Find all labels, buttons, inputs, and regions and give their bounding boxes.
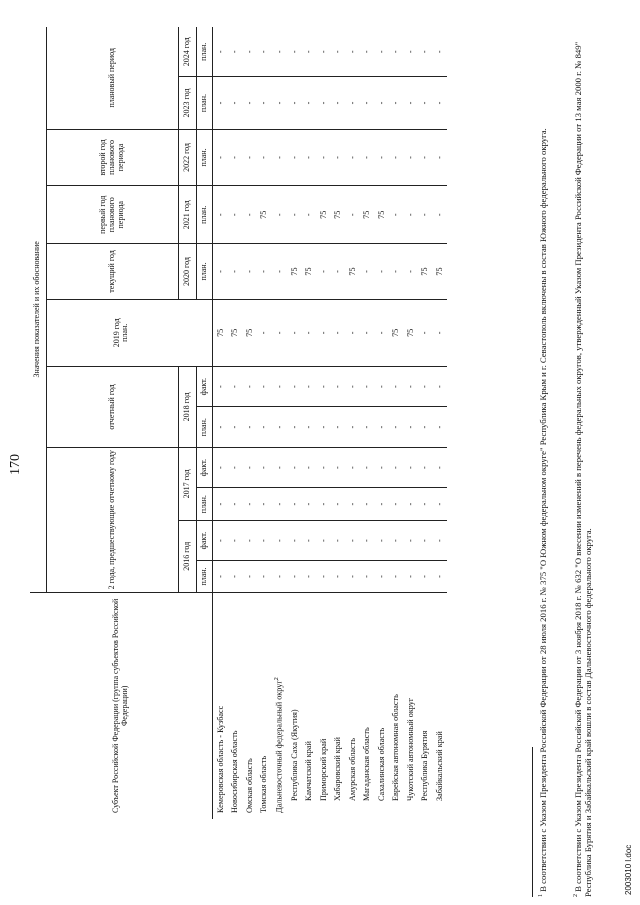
table-row	[403, 27, 418, 819]
row-value: -	[331, 129, 346, 186]
row-value: -	[418, 561, 433, 592]
plan-label: план.	[196, 407, 212, 448]
row-value: -	[228, 488, 243, 520]
row-value: 75	[228, 299, 243, 366]
row-value: -	[374, 299, 389, 366]
row-value: -	[212, 77, 227, 129]
row-value: -	[212, 447, 227, 488]
row-value: -	[242, 561, 257, 592]
table-row	[418, 27, 433, 819]
row-value: -	[360, 244, 375, 300]
row-value: -	[212, 488, 227, 520]
row-value: -	[432, 186, 447, 244]
row-value: -	[316, 488, 331, 520]
row-value: -	[287, 488, 302, 520]
row-value: -	[389, 561, 404, 592]
row-value: -	[345, 77, 360, 129]
row-value: -	[212, 520, 227, 561]
indicators-table	[30, 27, 447, 819]
row-value: -	[345, 366, 360, 407]
row-value: -	[316, 244, 331, 300]
row-value: 75	[257, 186, 272, 244]
row-value: -	[403, 520, 418, 561]
row-value: -	[345, 488, 360, 520]
row-subject: Республика Саха (Якутия)	[289, 709, 299, 801]
footnote-rule	[532, 747, 533, 897]
row-subject: Еврейская автономная область	[391, 694, 401, 801]
year-2019-header: 2019 год план.	[46, 299, 196, 366]
row-value: -	[287, 561, 302, 592]
row-value: -	[374, 366, 389, 407]
row-value: 75	[389, 299, 404, 366]
row-value: -	[389, 407, 404, 448]
row-subject: Магаданская область	[362, 727, 372, 801]
row-value: -	[287, 407, 302, 448]
row-subject: Забайкальский край	[435, 731, 445, 801]
current-year-header: текущий год	[46, 244, 178, 300]
row-value: 75	[316, 186, 331, 244]
row-value: -	[242, 244, 257, 300]
row-value: -	[331, 299, 346, 366]
row-value: -	[345, 447, 360, 488]
row-value: -	[432, 561, 447, 592]
row-value: -	[374, 129, 389, 186]
row-value: -	[360, 447, 375, 488]
row-value: -	[287, 520, 302, 561]
row-value: -	[242, 129, 257, 186]
row-value: -	[242, 447, 257, 488]
row-value: -	[389, 186, 404, 244]
row-value: -	[301, 77, 316, 129]
row-value: -	[316, 561, 331, 592]
row-value: -	[418, 129, 433, 186]
table-row	[432, 27, 447, 819]
row-value: -	[228, 244, 243, 300]
row-value: -	[228, 366, 243, 407]
row-value: -	[345, 407, 360, 448]
row-value: -	[418, 366, 433, 407]
row-value: -	[432, 488, 447, 520]
fact-label: факт.	[196, 366, 212, 407]
row-value: -	[389, 129, 404, 186]
footnote-1: $^1$ В соответствии с Указом Президента Российской Федерации от 28 июля 2016 г. № 375 "О Южном федеральном округе" Республика Крым и г. Севастополь включены в состав Южного федерального округа.	[538, 128, 548, 897]
row-value: -	[389, 27, 404, 77]
row-value: -	[271, 244, 287, 300]
table-row	[271, 27, 287, 819]
row-value: -	[403, 186, 418, 244]
first-plan-header: первый год планового периода	[46, 186, 178, 244]
table-row	[345, 27, 360, 819]
row-value: -	[257, 447, 272, 488]
row-value: -	[418, 407, 433, 448]
row-value: -	[418, 27, 433, 77]
row-value: -	[418, 447, 433, 488]
row-value: 75	[403, 299, 418, 366]
row-value: -	[403, 129, 418, 186]
row-subject: Амурская область	[347, 738, 357, 801]
plan-label: план.	[196, 27, 212, 77]
row-value: -	[242, 186, 257, 244]
row-value: -	[432, 366, 447, 407]
row-value: -	[212, 244, 227, 300]
row-value: -	[374, 244, 389, 300]
row-value: -	[257, 520, 272, 561]
row-value: -	[403, 447, 418, 488]
row-value: -	[212, 407, 227, 448]
row-value: -	[271, 129, 287, 186]
row-value: -	[331, 407, 346, 448]
row-value: -	[287, 129, 302, 186]
report-year-header: отчетный год	[46, 366, 178, 447]
row-value: -	[212, 186, 227, 244]
row-value: -	[301, 561, 316, 592]
year-2020-header: 2020 год	[178, 244, 196, 300]
row-value: -	[389, 244, 404, 300]
table-row	[374, 27, 389, 819]
row-value: -	[271, 520, 287, 561]
row-value: 75	[212, 299, 227, 366]
row-value: -	[257, 299, 272, 366]
row-value: -	[287, 77, 302, 129]
row-value: -	[301, 186, 316, 244]
plan-period-header: плановый период	[46, 27, 178, 129]
page-number: 170	[8, 454, 23, 475]
row-value: -	[374, 447, 389, 488]
row-value: -	[257, 407, 272, 448]
row-value: -	[389, 366, 404, 407]
row-value: -	[228, 129, 243, 186]
row-value: -	[228, 77, 243, 129]
row-value: -	[316, 407, 331, 448]
row-value: -	[228, 561, 243, 592]
second-plan-header: второй год планового периода	[46, 129, 178, 186]
year-2016-header: 2016 год	[178, 520, 196, 592]
row-value: -	[228, 186, 243, 244]
year-2017-header: 2017 год	[178, 447, 196, 520]
row-value: -	[389, 447, 404, 488]
row-value: -	[403, 27, 418, 77]
row-subject: Кемеровская область - Кузбасс	[215, 705, 225, 813]
plan-label: план.	[196, 488, 212, 520]
row-value: -	[301, 366, 316, 407]
row-value: -	[316, 447, 331, 488]
row-subject: Республика Бурятия	[420, 730, 430, 801]
year-2023-header: 2023 год	[178, 77, 196, 129]
table-row	[242, 27, 257, 819]
row-value: -	[374, 520, 389, 561]
row-value: -	[432, 407, 447, 448]
row-value: 75	[242, 299, 257, 366]
row-subject: Чукотский автономный округ	[405, 697, 415, 801]
row-value: -	[360, 27, 375, 77]
row-value: -	[345, 520, 360, 561]
plan-label: план.	[196, 77, 212, 129]
row-value: -	[271, 561, 287, 592]
row-value: -	[403, 407, 418, 448]
row-value: -	[257, 561, 272, 592]
row-value: -	[257, 77, 272, 129]
row-value: -	[316, 27, 331, 77]
plan-label-2019-spacer	[196, 299, 212, 366]
table-body	[212, 27, 447, 819]
table-row	[212, 27, 227, 819]
row-value: -	[418, 186, 433, 244]
row-value: -	[389, 520, 404, 561]
document-reference: 2003010 l.doc	[624, 844, 633, 895]
row-value: -	[212, 27, 227, 77]
row-value: -	[374, 407, 389, 448]
row-value: -	[360, 299, 375, 366]
row-value: -	[287, 299, 302, 366]
row-value: -	[271, 366, 287, 407]
row-subject: Томская область	[259, 755, 269, 813]
row-value: -	[432, 27, 447, 77]
row-value: -	[301, 299, 316, 366]
two-years-header: 2 года, предшествующие отчетному году	[46, 447, 178, 592]
subject-header: Субъект Российской Федерации (группа субъектов Российской Федерации)	[30, 592, 212, 819]
row-subject: Сахалинская область	[376, 727, 386, 801]
table-row	[228, 27, 243, 819]
row-value: -	[360, 366, 375, 407]
year-2018-header: 2018 год	[178, 366, 196, 447]
row-value: -	[242, 407, 257, 448]
row-value: -	[374, 561, 389, 592]
row-value: -	[228, 407, 243, 448]
row-value: -	[242, 520, 257, 561]
row-value: -	[403, 244, 418, 300]
row-value: -	[331, 520, 346, 561]
row-value: -	[316, 299, 331, 366]
row-value: -	[389, 488, 404, 520]
table-row	[389, 27, 404, 819]
row-value: -	[301, 129, 316, 186]
row-value: -	[403, 488, 418, 520]
row-value: -	[257, 129, 272, 186]
row-value: -	[228, 27, 243, 77]
row-subject: Приморский край	[318, 738, 328, 801]
row-subject: Дальневосточный федеральный округ$^2$	[274, 677, 284, 813]
footnote-2: $^2$ В соответствии с Указом Президента Российской Федерации от 3 ноября 2018 г. № 632 "О внесении изменений в перечень федеральных округов, утвержденный Указом Президента Российской Федерации от 13 мая 2000 г. № 849" Республика Бурятия и Забайкальский край вошли в состав Дальневосточного федерального округа.	[573, 41, 594, 897]
plan-label: план.	[196, 129, 212, 186]
row-value: 75	[301, 244, 316, 300]
row-value: -	[331, 561, 346, 592]
row-value: -	[360, 77, 375, 129]
row-value: -	[287, 366, 302, 407]
row-value: -	[228, 447, 243, 488]
table-row	[301, 27, 316, 819]
row-value: -	[316, 520, 331, 561]
row-value: -	[287, 447, 302, 488]
plan-label: план.	[196, 186, 212, 244]
row-value: 75	[287, 244, 302, 300]
row-value: -	[271, 186, 287, 244]
row-value: -	[331, 244, 346, 300]
row-value: -	[301, 27, 316, 77]
row-value: -	[287, 186, 302, 244]
row-value: -	[345, 561, 360, 592]
row-value: -	[316, 366, 331, 407]
row-value: 75	[360, 186, 375, 244]
row-value: -	[301, 488, 316, 520]
plan-label: план.	[196, 244, 212, 300]
plan-label: план.	[196, 561, 212, 592]
row-value: -	[242, 488, 257, 520]
row-value: -	[228, 520, 243, 561]
row-value: -	[418, 520, 433, 561]
row-value: -	[301, 447, 316, 488]
row-value: 75	[432, 244, 447, 300]
row-value: -	[271, 77, 287, 129]
row-value: -	[432, 520, 447, 561]
row-value: -	[212, 366, 227, 407]
row-value: -	[331, 447, 346, 488]
row-subject: Хабаровский край	[333, 737, 343, 801]
table-row	[360, 27, 375, 819]
row-value: -	[331, 488, 346, 520]
row-value: -	[418, 299, 433, 366]
row-value: -	[360, 520, 375, 561]
values-title: Значения показателей и их обоснование	[30, 27, 46, 592]
row-value: -	[271, 27, 287, 77]
row-value: -	[301, 520, 316, 561]
row-value: -	[271, 488, 287, 520]
row-value: -	[374, 27, 389, 77]
row-subject: Омская область	[244, 758, 254, 813]
row-value: 75	[331, 186, 346, 244]
row-value: -	[331, 366, 346, 407]
row-value: 75	[374, 186, 389, 244]
row-value: -	[316, 77, 331, 129]
row-value: -	[345, 186, 360, 244]
row-value: -	[360, 488, 375, 520]
row-value: -	[257, 366, 272, 407]
row-value: -	[271, 407, 287, 448]
row-subject: Новосибирская область	[230, 730, 240, 813]
table-row	[257, 27, 272, 819]
row-value: -	[257, 488, 272, 520]
row-value: -	[389, 77, 404, 129]
row-value: 75	[418, 244, 433, 300]
row-value: -	[242, 77, 257, 129]
row-value: -	[403, 77, 418, 129]
table-row	[287, 27, 302, 819]
row-value: -	[418, 77, 433, 129]
row-value: -	[316, 129, 331, 186]
table-row	[331, 27, 346, 819]
row-value: -	[374, 77, 389, 129]
row-value: -	[271, 299, 287, 366]
row-value: -	[271, 447, 287, 488]
row-value: -	[331, 27, 346, 77]
row-value: -	[287, 27, 302, 77]
row-value: -	[360, 561, 375, 592]
row-value: -	[345, 27, 360, 77]
year-2024-header: 2024 год	[178, 27, 196, 77]
row-value: -	[257, 27, 272, 77]
row-value: -	[403, 366, 418, 407]
row-value: -	[374, 488, 389, 520]
row-value: -	[418, 488, 433, 520]
row-value: -	[432, 447, 447, 488]
row-value: -	[212, 129, 227, 186]
row-value: -	[432, 129, 447, 186]
row-value: -	[403, 561, 418, 592]
year-2021-header: 2021 год	[178, 186, 196, 244]
row-value: -	[360, 129, 375, 186]
row-value: -	[212, 561, 227, 592]
row-value: 75	[345, 244, 360, 300]
row-value: -	[242, 27, 257, 77]
row-value: -	[432, 77, 447, 129]
row-subject: Камчатский край	[304, 741, 314, 801]
fact-label: факт.	[196, 447, 212, 488]
year-2022-header: 2022 год	[178, 129, 196, 186]
row-value: -	[301, 407, 316, 448]
table-row	[316, 27, 331, 819]
row-value: -	[345, 299, 360, 366]
row-value: -	[331, 77, 346, 129]
row-value: -	[345, 129, 360, 186]
row-value: -	[242, 366, 257, 407]
row-value: -	[432, 299, 447, 366]
row-value: -	[257, 244, 272, 300]
fact-label: факт.	[196, 520, 212, 561]
row-value: -	[360, 407, 375, 448]
